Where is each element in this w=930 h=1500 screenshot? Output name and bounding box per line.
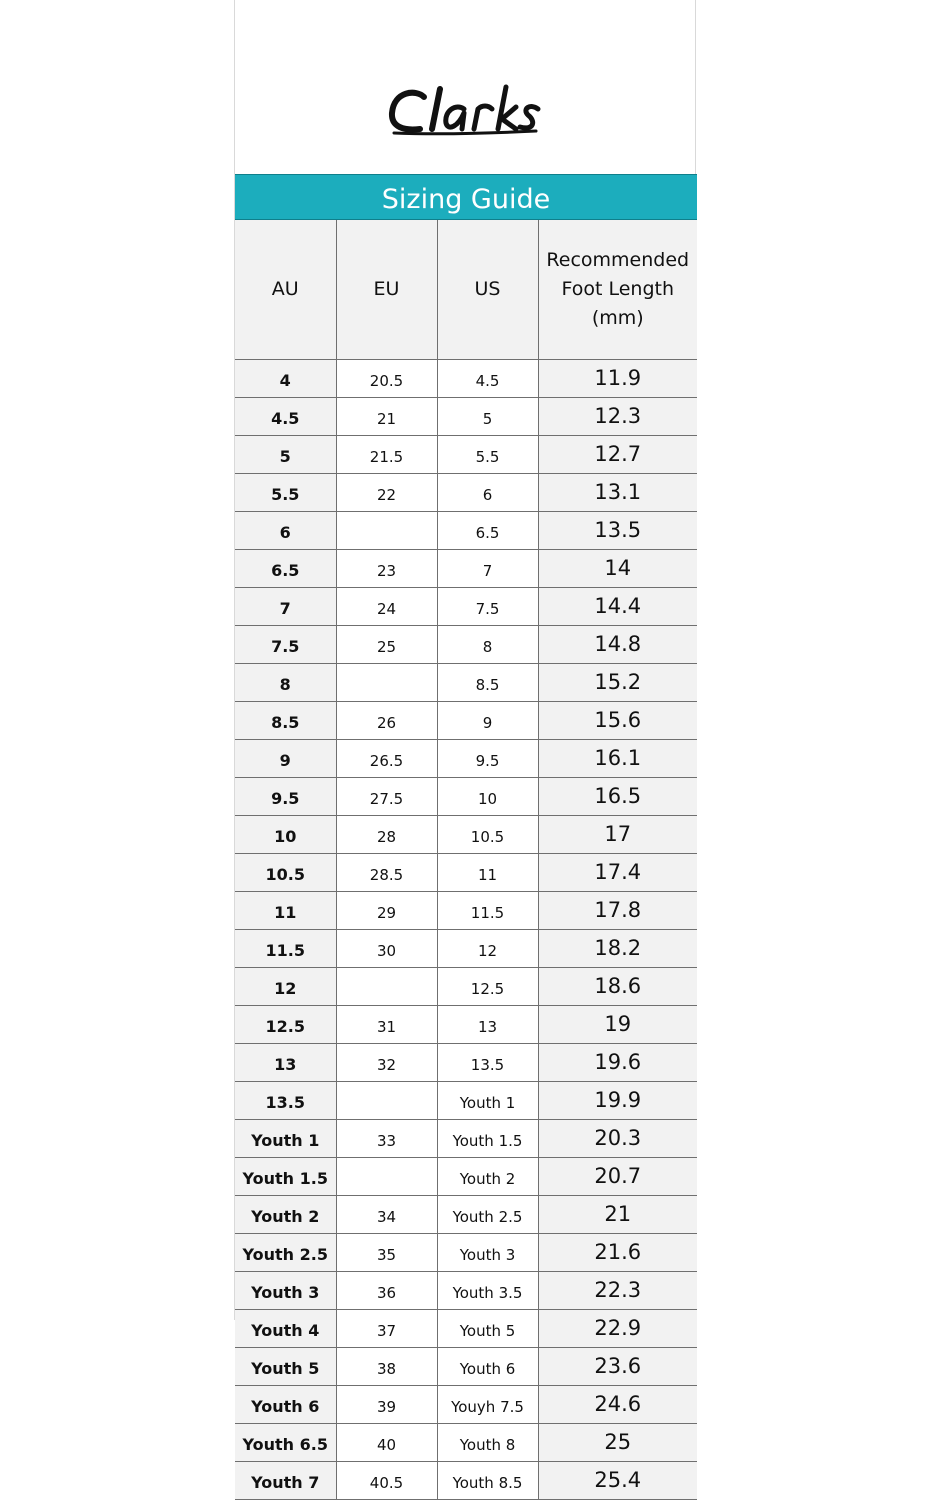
table-row [235,892,697,930]
us-size-cell: 8 [437,626,538,664]
clarks-logo [235,78,697,148]
eu-size-cell: 21.5 [336,436,437,474]
table-row [235,1120,697,1158]
eu-size-cell: 37 [336,1310,437,1348]
table-row [235,1082,697,1120]
clarks-logo-wordmark [386,83,546,143]
eu-size-cell: 27.5 [336,778,437,816]
foot-length-cell: 22.3 [538,1272,697,1310]
us-size-cell: 13.5 [437,1044,538,1082]
eu-size-cell: 38 [336,1348,437,1386]
eu-size-cell: 33 [336,1120,437,1158]
column-header-eu: EU [336,220,437,360]
table-row [235,1006,697,1044]
au-size-cell: 5.5 [235,474,336,512]
table-row [235,398,697,436]
au-size-cell: 7 [235,588,336,626]
table-header-row [235,220,697,360]
us-size-cell: 7 [437,550,538,588]
foot-length-cell: 12.3 [538,398,697,436]
table-row [235,1272,697,1310]
foot-length-cell: 21.6 [538,1234,697,1272]
foot-length-cell: 17.8 [538,892,697,930]
foot-length-cell: 14 [538,550,697,588]
au-size-cell: 12 [235,968,336,1006]
sizing-guide-sheet [234,0,696,1492]
foot-length-cell: 22.9 [538,1310,697,1348]
us-size-cell: Youth 8 [437,1424,538,1462]
table-row [235,702,697,740]
eu-size-cell: 29 [336,892,437,930]
us-size-cell: 6.5 [437,512,538,550]
eu-size-cell: 24 [336,588,437,626]
foot-length-cell: 13.5 [538,512,697,550]
au-size-cell: Youth 7 [235,1462,336,1500]
foot-length-cell: 13.1 [538,474,697,512]
table-row [235,1234,697,1272]
table-row [235,664,697,702]
table-row [235,1158,697,1196]
eu-size-cell: 28 [336,816,437,854]
au-size-cell: Youth 1 [235,1120,336,1158]
au-size-cell: 5 [235,436,336,474]
foot-length-cell: 19.9 [538,1082,697,1120]
foot-length-cell: 15.2 [538,664,697,702]
au-size-cell: Youth 4 [235,1310,336,1348]
column-header-foot-length [538,220,697,360]
us-size-cell: 10 [437,778,538,816]
foot-length-cell: 21 [538,1196,697,1234]
eu-size-cell [336,968,437,1006]
eu-size-cell [336,512,437,550]
us-size-cell: 9 [437,702,538,740]
au-size-cell: 8 [235,664,336,702]
foot-length-cell: 16.1 [538,740,697,778]
au-size-cell: 13 [235,1044,336,1082]
au-size-cell: 8.5 [235,702,336,740]
us-size-cell: Youth 8.5 [437,1462,538,1500]
au-size-cell: Youth 5 [235,1348,336,1386]
eu-size-cell: 39 [336,1386,437,1424]
eu-size-cell [336,1082,437,1120]
eu-size-cell: 22 [336,474,437,512]
table-row [235,588,697,626]
us-size-cell: 10.5 [437,816,538,854]
foot-length-cell: 15.6 [538,702,697,740]
us-size-cell: Youth 1 [437,1082,538,1120]
au-size-cell: 11 [235,892,336,930]
au-size-cell: Youth 1.5 [235,1158,336,1196]
us-size-cell: 12.5 [437,968,538,1006]
eu-size-cell: 23 [336,550,437,588]
au-size-cell: 11.5 [235,930,336,968]
foot-length-cell: 18.2 [538,930,697,968]
foot-length-cell: 25 [538,1424,697,1462]
us-size-cell: 5 [437,398,538,436]
au-size-cell: 6 [235,512,336,550]
foot-length-cell: 12.7 [538,436,697,474]
foot-length-cell: 17.4 [538,854,697,892]
table-row [235,1386,697,1424]
column-header-us: US [437,220,538,360]
us-size-cell: Youth 2 [437,1158,538,1196]
column-header-foot-length-line-3: (mm) [591,307,644,329]
au-size-cell: 13.5 [235,1082,336,1120]
table-row [235,968,697,1006]
table-row [235,1348,697,1386]
table-row [235,436,697,474]
us-size-cell: Youyh 7.5 [437,1386,538,1424]
column-header-au: AU [235,220,336,360]
us-size-cell: Youth 1.5 [437,1120,538,1158]
column-header-foot-length-line-1: Recommended [546,249,690,271]
us-size-cell: Youth 2.5 [437,1196,538,1234]
table-row [235,740,697,778]
foot-length-cell: 23.6 [538,1348,697,1386]
au-size-cell: Youth 3 [235,1272,336,1310]
eu-size-cell [336,1158,437,1196]
foot-length-cell: 11.9 [538,360,697,398]
au-size-cell: 9.5 [235,778,336,816]
au-size-cell: Youth 2.5 [235,1234,336,1272]
eu-size-cell: 35 [336,1234,437,1272]
column-header-foot-length-line-2: Foot Length [561,278,675,300]
foot-length-cell: 18.6 [538,968,697,1006]
us-size-cell: 11 [437,854,538,892]
foot-length-cell: 17 [538,816,697,854]
us-size-cell: Youth 5 [437,1310,538,1348]
au-size-cell: 9 [235,740,336,778]
table-row [235,1462,697,1500]
size-conversion-table [235,220,697,1500]
table-row [235,512,697,550]
eu-size-cell: 26.5 [336,740,437,778]
eu-size-cell: 21 [336,398,437,436]
eu-size-cell [336,664,437,702]
foot-length-cell: 19 [538,1006,697,1044]
us-size-cell: Youth 6 [437,1348,538,1386]
eu-size-cell: 26 [336,702,437,740]
us-size-cell: 7.5 [437,588,538,626]
foot-length-cell: 20.3 [538,1120,697,1158]
eu-size-cell: 32 [336,1044,437,1082]
au-size-cell: Youth 6 [235,1386,336,1424]
au-size-cell: 10 [235,816,336,854]
table-row [235,360,697,398]
table-row [235,474,697,512]
au-size-cell: 7.5 [235,626,336,664]
au-size-cell: 12.5 [235,1006,336,1044]
eu-size-cell: 31 [336,1006,437,1044]
table-row [235,816,697,854]
table-row [235,1424,697,1462]
au-size-cell: Youth 6.5 [235,1424,336,1462]
eu-size-cell: 34 [336,1196,437,1234]
table-row [235,1044,697,1082]
table-row [235,550,697,588]
table-row [235,1310,697,1348]
eu-size-cell: 20.5 [336,360,437,398]
au-size-cell: 6.5 [235,550,336,588]
us-size-cell: 4.5 [437,360,538,398]
foot-length-cell: 24.6 [538,1386,697,1424]
us-size-cell: Youth 3 [437,1234,538,1272]
table-row [235,854,697,892]
foot-length-cell: 14.4 [538,588,697,626]
eu-size-cell: 40 [336,1424,437,1462]
table-row [235,626,697,664]
foot-length-cell: 16.5 [538,778,697,816]
eu-size-cell: 40.5 [336,1462,437,1500]
us-size-cell: 6 [437,474,538,512]
foot-length-cell: 19.6 [538,1044,697,1082]
table-body [235,360,697,1500]
us-size-cell: 9.5 [437,740,538,778]
au-size-cell: 4.5 [235,398,336,436]
us-size-cell: Youth 3.5 [437,1272,538,1310]
foot-length-cell: 25.4 [538,1462,697,1500]
us-size-cell: 8.5 [437,664,538,702]
table-row [235,778,697,816]
eu-size-cell: 28.5 [336,854,437,892]
us-size-cell: 12 [437,930,538,968]
eu-size-cell: 36 [336,1272,437,1310]
eu-size-cell: 30 [336,930,437,968]
us-size-cell: 5.5 [437,436,538,474]
au-size-cell: 4 [235,360,336,398]
foot-length-cell: 14.8 [538,626,697,664]
eu-size-cell: 25 [336,626,437,664]
au-size-cell: 10.5 [235,854,336,892]
sizing-guide-banner: Sizing Guide [235,174,697,220]
us-size-cell: 11.5 [437,892,538,930]
table-row [235,1196,697,1234]
foot-length-cell: 20.7 [538,1158,697,1196]
us-size-cell: 13 [437,1006,538,1044]
table-row [235,930,697,968]
au-size-cell: Youth 2 [235,1196,336,1234]
